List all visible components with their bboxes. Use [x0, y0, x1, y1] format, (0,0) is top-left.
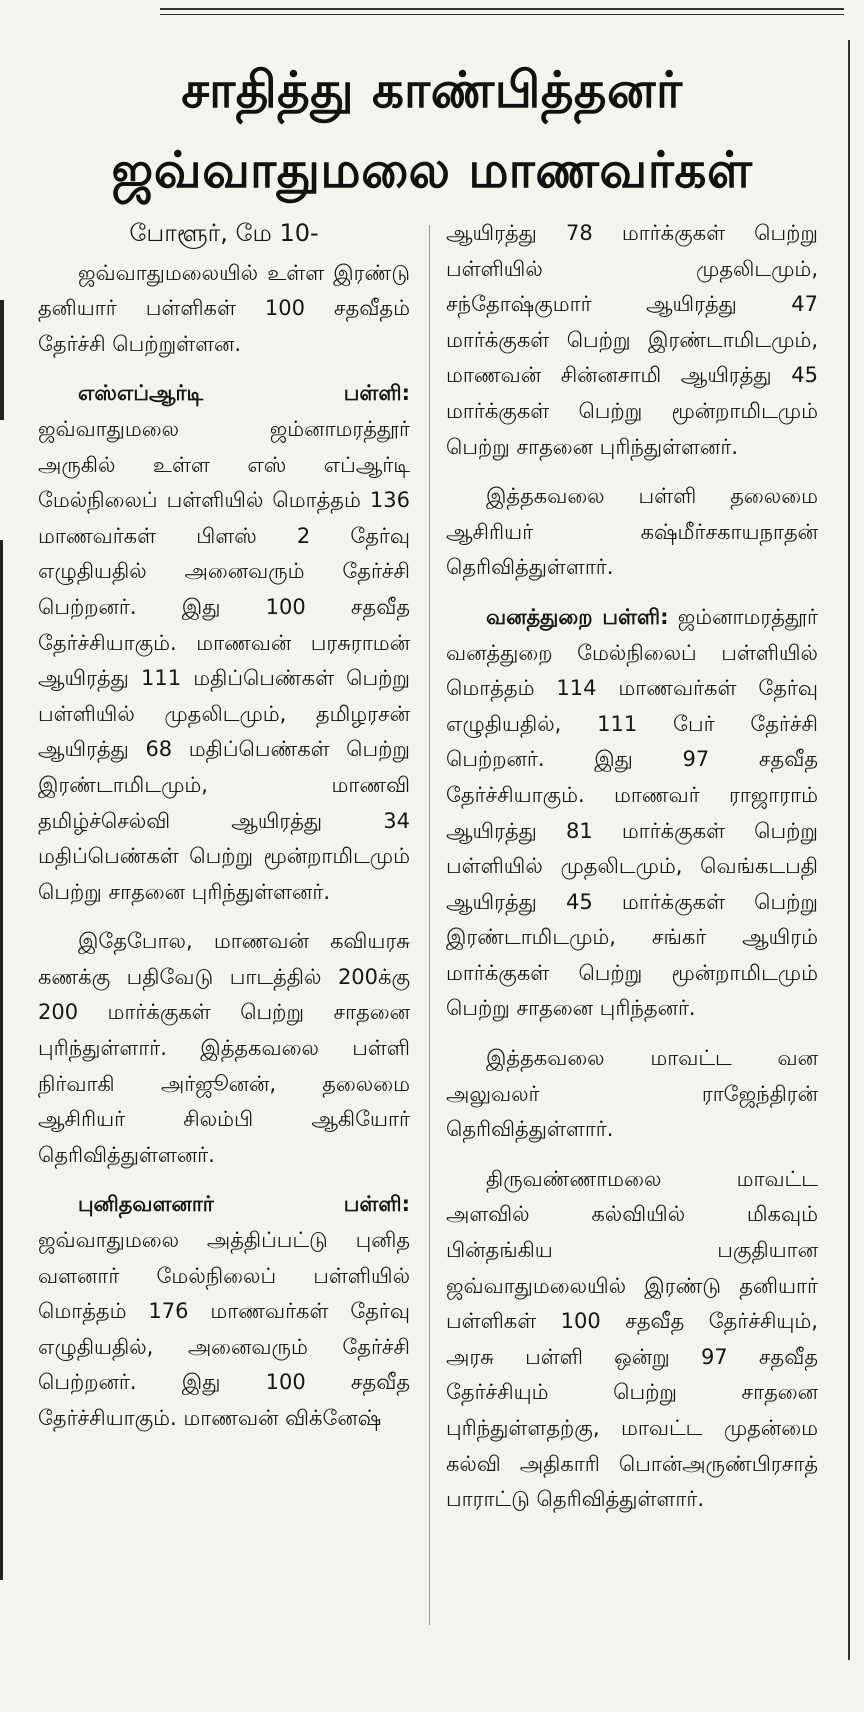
school-forest-body: ஜம்னாமரத்தூர் வனத்துறை மேல்நிலைப் பள்ளியில் மொத்தம் 114 மாணவர்கள் தேர்வு எழுதியதில், 111 பேர் தேர்ச்சி பெற்றனர். இது 97 சதவீத தேர்ச்சியாகும். மாணவர் ராஜாராம் ஆயிரத்து 81 மார்க்குகள் பெற்று பள்ளியில் முதலிடமும், வெங்கடபதி ஆயிரத்து 45 மார்க்குகள் பெற்று இரண்டாமிடமும், சங்கர் ஆயிரம் மார்க்குகள் பெற்று மூன்றாமிடமும் பெற்று சாதனை புரிந்தனர். — [446, 604, 818, 1021]
school-stjoseph-paragraph — [38, 1187, 410, 1436]
subheading-sfrd: எஸ்எப்ஆர்டி பள்ளி: — [78, 381, 410, 406]
scan-edge-mark — [0, 300, 4, 420]
subheading-forest: வனத்துறை பள்ளி: — [486, 604, 669, 629]
page-edge-rule — [848, 40, 850, 1660]
headline — [20, 50, 844, 210]
column-divider — [429, 225, 430, 1625]
top-rule — [160, 8, 844, 10]
school-sfrd-paragraph — [38, 376, 410, 910]
school-stjoseph-continued: ஆயிரத்து 78 மார்க்குகள் பெற்று பள்ளியில் முதலிடமும், சந்தோஷ்குமார் ஆயிரத்து 47 மார்க்குகள் பெற்று இரண்டாமிடமும், மாணவன் சின்னசாமி ஆயிரத்து 45 மார்க்குகள் பெற்று மூன்றாமிடமும் பெற்று சாதனை புரிந்துள்ளனர். — [446, 221, 818, 459]
school-forest-paragraph — [446, 600, 818, 1027]
dateline: போளூர், மே 10- — [129, 219, 319, 247]
intro-paragraph: ஜவ்வாதுமலையில் உள்ள இரண்டு தனியார் பள்ளிகள் 100 சதவீதம் தேர்ச்சி பெற்றுள்ளன. — [38, 260, 410, 356]
school-sfrd-body: ஜவ்வாதுமலை ஜம்னாமரத்தூர் அருகில் உள்ள எஸ் எப்ஆர்டி மேல்நிலைப் பள்ளியில் மொத்தம் 136 மாணவர்கள் பிளஸ் 2 தேர்வு எழுதியதில் அனைவரும் தேர்ச்சி பெற்றனர். இது 100 சதவீத தேர்ச்சியாகும். மாணவன் பரசுராமன் ஆயிரத்து 111 மதிப்பெண்கள் பெற்று பள்ளியில் முதலிடமும், தமிழரசன் ஆயிரத்து 68 மதிப்பெண்கள் பெற்று இரண்டாமிடமும், மாணவி தமிழ்ச்செல்வி ஆயிரத்து 34 மதிப்பெண்கள் பெற்று மூன்றாமிடமும் பெற்று சாதனை புரிந்துள்ளனர். — [38, 416, 410, 904]
subheading-stjoseph: புனிதவளனார் பள்ளி: — [78, 1192, 410, 1217]
closing-paragraph: திருவண்ணாமலை மாவட்ட அளவில் கல்வியில் மிகவும் பின்தங்கிய பகுதியான ஜவ்வாதுமலையில் இரண்டு தனியார் பள்ளிகள் 100 சதவீத தேர்ச்சியும், அரசு பள்ளி ஒன்று 97 சதவீத தேர்ச்சியும் பெற்று சாதனை புரிந்துள்ளதற்கு, மாவட்ட முதன்மை கல்வி அதிகாரி பொன்அருண்பிரசாத் பாராட்டு தெரிவித்துள்ளார். — [446, 1166, 818, 1512]
top-rule-thin — [160, 14, 844, 15]
school-stjoseph-body: ஜவ்வாதுமலை அத்திப்பட்டு புனித வளனார் மேல்நிலைப் பள்ளியில் மொத்தம் 176 மாணவர்கள் தேர்வு எழுதியதில், அனைவரும் தேர்ச்சி பெற்றனர். இது 100 சதவீத தேர்ச்சியாகும். மாணவன் விக்னேஷ் — [38, 1228, 410, 1430]
school-sfrd-extra: இதேபோல, மாணவன் கவியரசு கணக்கு பதிவேடு பாடத்தில் 200க்கு 200 மார்க்குகள் பெற்று சாதனை புரிந்துள்ளார். இத்தகவலை பள்ளி நிர்வாகி அர்ஜூனன், தலைமை ஆசிரியர் சிலம்பி ஆகியோர் தெரிவித்துள்ளனர். — [38, 929, 410, 1167]
school-forest-extra: இத்தகவலை மாவட்ட வன அலுவலர் ராஜேந்திரன் தெரிவித்துள்ளார். — [446, 1046, 818, 1142]
scan-edge-mark — [0, 540, 3, 1580]
school-stjoseph-extra: இத்தகவலை பள்ளி தலைமை ஆசிரியர் கஷ்மீர்சகாயநாதன் தெரிவித்துள்ளார். — [446, 484, 818, 580]
article-column-left — [38, 216, 410, 1451]
headline-line-2: ஜவ்வாதுமலை மாணவர்கள் — [111, 141, 753, 199]
headline-line-1: சாதித்து காண்பித்தனர் — [181, 61, 683, 119]
article-column-right — [446, 216, 818, 1532]
